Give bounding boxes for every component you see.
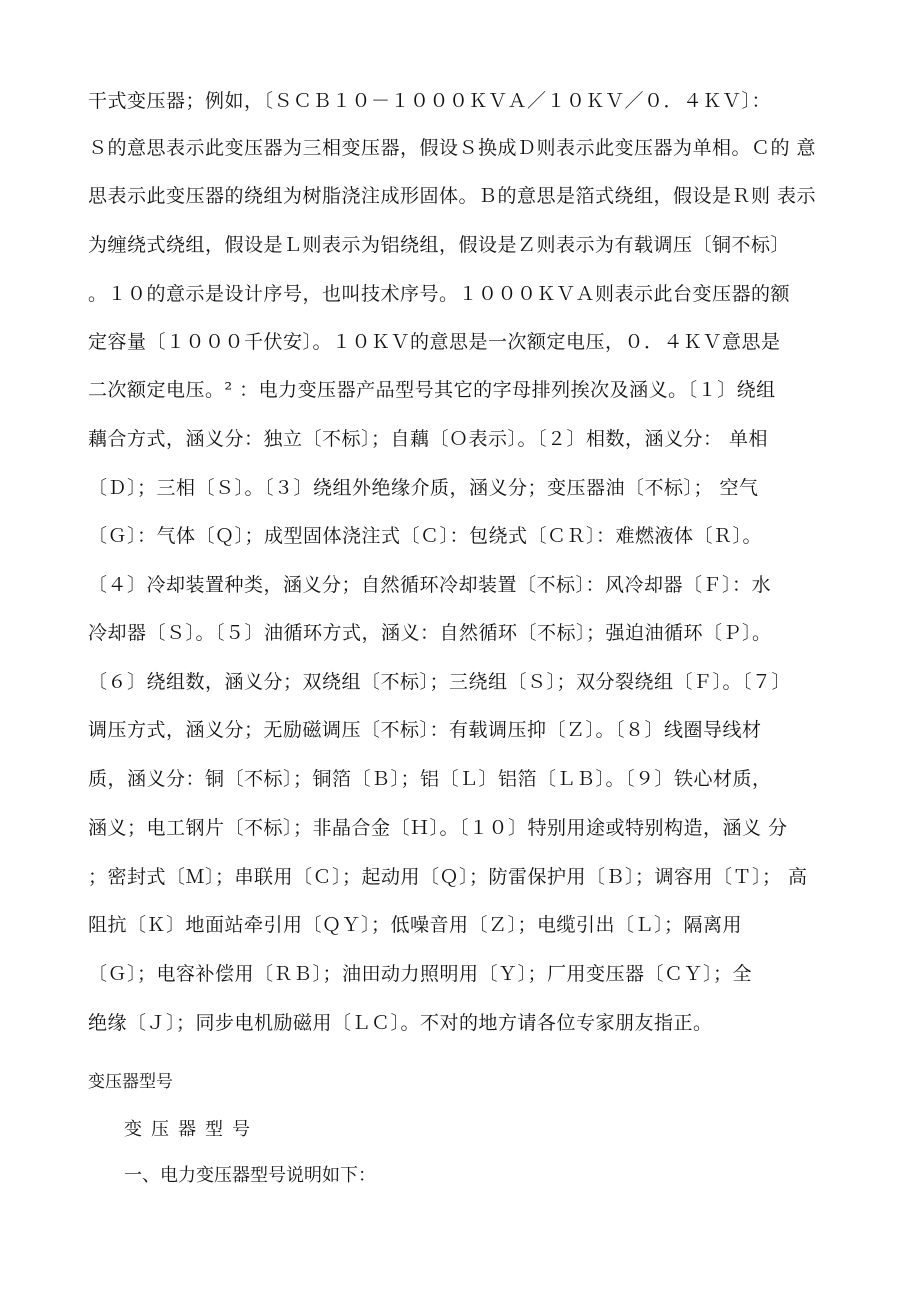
paragraph-line: 绝缘〔Ｊ〕；同步电机励磁用〔ＬＣ〕。不对的地方请各位专家朋友指正。 (88, 1012, 713, 1034)
paragraph-line: 冷却器〔Ｓ〕。〔５〕油循环方式，涵义：自然循环〔不标〕；强迫油循环〔Ｐ〕。 (88, 622, 772, 644)
paragraph-line: 。１０的意示是设计序号，也叫技术序号。１０００ＫＶＡ则表示此台变压器的额 (88, 283, 791, 305)
paragraph-line: 二次额定电压。² ：电力变压器产品型号其它的字母排列挨次及涵义。〔１〕绕组 (88, 379, 776, 401)
paragraph-line: 藕合方式，涵义分：独立〔不标〕；自藕〔Ｏ表示〕。〔２〕相数，涵义分： 单相 (88, 428, 769, 450)
paragraph-line: 定容量〔１０００千伏安〕。１０ＫＶ的意思是一次额定电压，０．４ＫＶ意思是 (88, 331, 781, 353)
paragraph-line: 〔Ｇ〕：气体〔Ｑ〕；成型固体浇注式〔Ｃ〕：包绕式〔ＣＲ〕：难燃液体〔Ｒ〕。 (88, 525, 763, 547)
paragraph-line: 涵义；电工钢片〔不标〕；非晶合金〔Ｈ〕。〔１０〕特别用途或特别构造，涵义 分 (88, 817, 788, 839)
list-item-heading: 一、电力变压器型号说明如下： (124, 1165, 376, 1186)
paragraph-line: 〔４〕冷却装置种类，涵义分；自然循环冷却装置〔不标〕：风冷却器〔Ｆ〕：水 (88, 574, 772, 596)
paragraph-line: 阻抗〔Ｋ〕地面站牵引用〔ＱＹ〕；低噪音用〔Ｚ〕；电缆引出〔Ｌ〕；隔离用 (88, 914, 743, 936)
paragraph-line: 调压方式，涵义分；无励磁调压〔不标〕：有载调压抑〔Ｚ〕。〔８〕线圈导线材 (88, 719, 762, 741)
paragraph-line: 质，涵义分：铜〔不标〕；铜箔〔Ｂ〕；铝〔Ｌ〕铝箔〔ＬＢ〕。〔９〕铁心材质， (88, 768, 772, 790)
paragraph-line: Ｓ的意思表示此变压器为三相变压器，假设Ｓ换成Ｄ则表示此变压器为单相。Ｃ的 意 (88, 137, 817, 159)
paragraph-line: 思表示此变压器的绕组为树脂浇注成形固体。Ｂ的意思是箔式绕组，假设是Ｒ则 表示 (88, 185, 817, 207)
paragraph-line: 〔Ｇ〕；电容补偿用〔ＲＢ〕；油田动力照明用〔Ｙ〕；厂用变压器〔ＣＹ〕；全 (88, 963, 753, 985)
paragraph-line: 〔６〕绕组数，涵义分；双绕组〔不标〕；三绕组〔Ｓ〕；双分裂绕组〔Ｆ〕。〔７〕 (88, 671, 792, 693)
paragraph-line: 干式变压器；例如，〔ＳＣＢ１０－１０００ＫＶＡ／１０ＫＶ／０．４ＫＶ〕： (88, 90, 772, 112)
paragraph-line: 〔Ｄ〕；三相〔Ｓ〕。〔３〕绕组外绝缘介质，涵义分；变压器油〔不标〕； 空气 (88, 477, 759, 499)
section-title-spaced: 变压器型号 (124, 1119, 259, 1140)
paragraph-line: ；密封式〔Ｍ〕；串联用〔Ｃ〕；起动用〔Ｑ〕；防雷保护用〔Ｂ〕；调容用〔Ｔ〕； 高 (88, 866, 808, 888)
paragraph-line: 为缠绕式绕组，假设是Ｌ则表示为铝绕组，假设是Ｚ则表示为有载调压〔铜不标〕 (88, 234, 791, 256)
section-title: 变压器型号 (88, 1072, 173, 1092)
